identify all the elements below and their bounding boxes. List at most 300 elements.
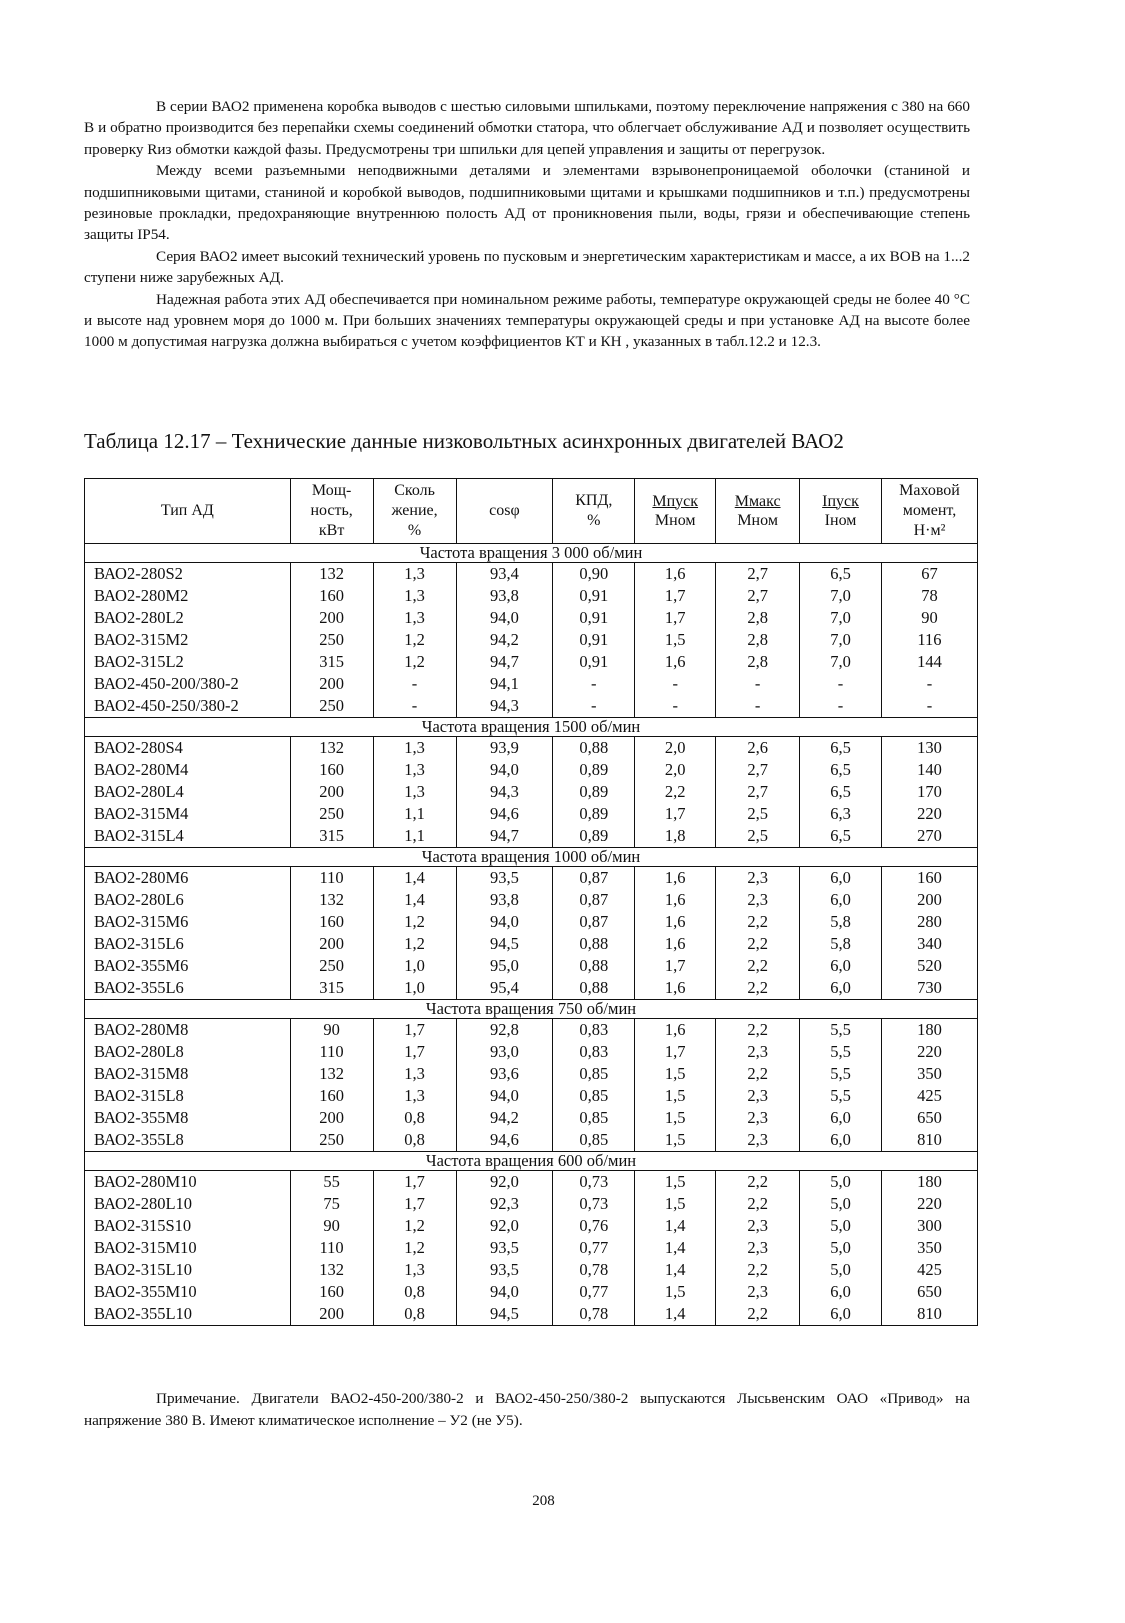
header-flywheel-moment: Маховой момент, Н·м² bbox=[882, 479, 978, 544]
data-cell: 94,7 bbox=[456, 825, 553, 848]
data-cell: 2,2 bbox=[716, 1259, 800, 1281]
data-cell: 1,5 bbox=[635, 1129, 716, 1152]
motor-type-cell: ВАО2-450-200/380-2 bbox=[85, 673, 291, 695]
table-note: Примечание. Двигатели ВАО2-450-200/380-2 и ВАО2-450-250/380-2 выпускаются Лысьвенским ОАО «Привод» на напряжение 380 В. Имеют климатическое исполнение – У2 (не У5). bbox=[84, 1390, 970, 1429]
data-cell: 250 bbox=[290, 955, 373, 977]
data-cell: 250 bbox=[290, 1129, 373, 1152]
data-cell: 0,73 bbox=[553, 1171, 635, 1194]
data-cell: 250 bbox=[290, 803, 373, 825]
data-cell: 730 bbox=[882, 977, 978, 1000]
header-type: Тип АД bbox=[85, 479, 291, 544]
data-cell: 0,91 bbox=[553, 629, 635, 651]
header-efficiency: КПД, % bbox=[553, 479, 635, 544]
data-cell: 94,0 bbox=[456, 1281, 553, 1303]
data-cell: 7,0 bbox=[800, 629, 882, 651]
data-cell: 0,77 bbox=[553, 1281, 635, 1303]
data-cell: 0,89 bbox=[553, 759, 635, 781]
data-cell: 0,88 bbox=[553, 955, 635, 977]
data-cell: 6,0 bbox=[800, 977, 882, 1000]
motor-type-cell: ВАО2-280L10 bbox=[85, 1193, 291, 1215]
data-cell: 1,3 bbox=[373, 585, 456, 607]
data-cell: 1,6 bbox=[635, 563, 716, 586]
table-row bbox=[85, 1019, 978, 1042]
motor-type-cell: ВАО2-355М8 bbox=[85, 1107, 291, 1129]
section-header-row bbox=[85, 1000, 978, 1019]
data-cell: 0,85 bbox=[553, 1085, 635, 1107]
data-cell: 5,5 bbox=[800, 1041, 882, 1063]
data-cell: 93,8 bbox=[456, 889, 553, 911]
data-cell: 1,5 bbox=[635, 1063, 716, 1085]
data-cell: 90 bbox=[290, 1215, 373, 1237]
data-cell: 6,0 bbox=[800, 867, 882, 890]
data-cell: 180 bbox=[882, 1019, 978, 1042]
section-header-row bbox=[85, 1152, 978, 1171]
motor-type-cell: ВАО2-280М10 bbox=[85, 1171, 291, 1194]
data-cell: - bbox=[373, 695, 456, 718]
data-cell: - bbox=[716, 695, 800, 718]
data-cell: - bbox=[373, 673, 456, 695]
data-cell: 94,5 bbox=[456, 1303, 553, 1326]
data-cell: 1,4 bbox=[373, 889, 456, 911]
data-cell: 1,1 bbox=[373, 825, 456, 848]
data-cell: - bbox=[553, 695, 635, 718]
table-row bbox=[85, 1129, 978, 1152]
data-cell: 1,4 bbox=[373, 867, 456, 890]
data-cell: 200 bbox=[290, 673, 373, 695]
data-cell: 6,0 bbox=[800, 1281, 882, 1303]
data-cell: 180 bbox=[882, 1171, 978, 1194]
data-cell: 94,0 bbox=[456, 1085, 553, 1107]
data-cell: 300 bbox=[882, 1215, 978, 1237]
motor-type-cell: ВАО2-315М2 bbox=[85, 629, 291, 651]
header-power: Мощ- ность, кВт bbox=[290, 479, 373, 544]
data-cell: 1,7 bbox=[635, 955, 716, 977]
data-cell: 0,8 bbox=[373, 1129, 456, 1152]
data-cell: 0,76 bbox=[553, 1215, 635, 1237]
data-cell: 1,6 bbox=[635, 911, 716, 933]
intro-paragraph-3: Серия ВАО2 имеет высокий технический уровень по пусковым и энергетическим характеристикам и массе, а их ВОВ на 1...2 ступени ниже зарубежных АД. bbox=[84, 247, 970, 287]
data-cell: 2,2 bbox=[716, 1171, 800, 1194]
motor-type-cell: ВАО2-315М8 bbox=[85, 1063, 291, 1085]
data-cell: 0,78 bbox=[553, 1259, 635, 1281]
data-cell: 5,5 bbox=[800, 1085, 882, 1107]
data-cell: 1,2 bbox=[373, 651, 456, 673]
data-cell: 5,0 bbox=[800, 1237, 882, 1259]
motor-type-cell: ВАО2-280М2 bbox=[85, 585, 291, 607]
data-cell: 6,0 bbox=[800, 1107, 882, 1129]
data-cell: 94,6 bbox=[456, 1129, 553, 1152]
header-max-torque-ratio: $\frac{\text{Ммакс}}{\text{Мном}}$ bbox=[716, 479, 800, 544]
data-cell: 110 bbox=[290, 1041, 373, 1063]
page-number: 208 bbox=[532, 1493, 555, 1509]
data-cell: 90 bbox=[882, 607, 978, 629]
data-cell: 0,88 bbox=[553, 977, 635, 1000]
data-cell: 2,2 bbox=[716, 1303, 800, 1326]
data-cell: - bbox=[800, 673, 882, 695]
table-row bbox=[85, 1171, 978, 1194]
table-row bbox=[85, 737, 978, 760]
data-cell: 0,85 bbox=[553, 1063, 635, 1085]
table-row bbox=[85, 1303, 978, 1326]
data-cell: 1,2 bbox=[373, 933, 456, 955]
motor-type-cell: ВАО2-315L8 bbox=[85, 1085, 291, 1107]
data-cell: 0,91 bbox=[553, 607, 635, 629]
data-cell: 160 bbox=[290, 1281, 373, 1303]
data-cell: 1,6 bbox=[635, 651, 716, 673]
data-cell: 1,5 bbox=[635, 1085, 716, 1107]
data-cell: 6,0 bbox=[800, 889, 882, 911]
table-row bbox=[85, 607, 978, 629]
data-cell: 1,0 bbox=[373, 955, 456, 977]
motor-type-cell: ВАО2-315М4 bbox=[85, 803, 291, 825]
data-cell: 0,89 bbox=[553, 825, 635, 848]
data-cell: 0,88 bbox=[553, 737, 635, 760]
section-title: Частота вращения 3 000 об/мин bbox=[85, 544, 978, 563]
data-cell: 1,7 bbox=[373, 1041, 456, 1063]
data-cell: 0,85 bbox=[553, 1107, 635, 1129]
data-cell: 425 bbox=[882, 1085, 978, 1107]
data-cell: 1,5 bbox=[635, 1193, 716, 1215]
data-cell: 0,87 bbox=[553, 911, 635, 933]
data-cell: 170 bbox=[882, 781, 978, 803]
motor-type-cell: ВАО2-355L6 bbox=[85, 977, 291, 1000]
data-cell: 2,3 bbox=[716, 1085, 800, 1107]
data-cell: 1,3 bbox=[373, 1259, 456, 1281]
data-cell: 0,83 bbox=[553, 1041, 635, 1063]
data-cell: 0,87 bbox=[553, 889, 635, 911]
data-cell: 7,0 bbox=[800, 651, 882, 673]
table-row bbox=[85, 825, 978, 848]
data-cell: 2,5 bbox=[716, 825, 800, 848]
motor-type-cell: ВАО2-355М10 bbox=[85, 1281, 291, 1303]
data-cell: 315 bbox=[290, 651, 373, 673]
data-cell: 94,2 bbox=[456, 629, 553, 651]
table-row bbox=[85, 889, 978, 911]
data-cell: 2,2 bbox=[716, 1019, 800, 1042]
motor-type-cell: ВАО2-280L4 bbox=[85, 781, 291, 803]
table-row bbox=[85, 1107, 978, 1129]
data-cell: 94,7 bbox=[456, 651, 553, 673]
data-cell: 2,3 bbox=[716, 867, 800, 890]
data-cell: 1,8 bbox=[635, 825, 716, 848]
data-cell: 810 bbox=[882, 1129, 978, 1152]
table-row bbox=[85, 585, 978, 607]
data-cell: - bbox=[716, 673, 800, 695]
data-cell: 92,0 bbox=[456, 1215, 553, 1237]
table-row bbox=[85, 803, 978, 825]
data-cell: 2,7 bbox=[716, 759, 800, 781]
header-start-current-ratio: $\frac{\text{Iпуск}}{\text{Iном}}$ bbox=[800, 479, 882, 544]
motor-type-cell: ВАО2-315L4 bbox=[85, 825, 291, 848]
data-cell: 0,73 bbox=[553, 1193, 635, 1215]
data-cell: 2,2 bbox=[635, 781, 716, 803]
header-start-torque-ratio: $\frac{\text{Мпуск}}{\text{Мном}}$ bbox=[635, 479, 716, 544]
data-cell: 2,8 bbox=[716, 607, 800, 629]
data-cell: 5,5 bbox=[800, 1019, 882, 1042]
data-cell: 0,83 bbox=[553, 1019, 635, 1042]
motor-type-cell: ВАО2-315L2 bbox=[85, 651, 291, 673]
table-row bbox=[85, 1085, 978, 1107]
data-cell: 92,8 bbox=[456, 1019, 553, 1042]
data-cell: 1,4 bbox=[635, 1215, 716, 1237]
data-cell: 95,0 bbox=[456, 955, 553, 977]
data-cell: 75 bbox=[290, 1193, 373, 1215]
data-cell: 140 bbox=[882, 759, 978, 781]
section-title: Частота вращения 750 об/мин bbox=[85, 1000, 978, 1019]
data-cell: 160 bbox=[290, 759, 373, 781]
data-cell: 2,3 bbox=[716, 1041, 800, 1063]
data-cell: 55 bbox=[290, 1171, 373, 1194]
table-row bbox=[85, 563, 978, 586]
data-cell: 2,5 bbox=[716, 803, 800, 825]
data-cell: 2,3 bbox=[716, 1281, 800, 1303]
data-cell: 160 bbox=[290, 585, 373, 607]
data-cell: 6,0 bbox=[800, 1129, 882, 1152]
data-cell: 350 bbox=[882, 1237, 978, 1259]
data-cell: 1,3 bbox=[373, 1063, 456, 1085]
data-cell: 6,5 bbox=[800, 563, 882, 586]
data-cell: 5,5 bbox=[800, 1063, 882, 1085]
data-cell: 0,88 bbox=[553, 933, 635, 955]
table-row bbox=[85, 1237, 978, 1259]
table-row bbox=[85, 759, 978, 781]
data-cell: 1,6 bbox=[635, 1019, 716, 1042]
data-cell: 1,3 bbox=[373, 737, 456, 760]
data-cell: - bbox=[882, 695, 978, 718]
table-row bbox=[85, 933, 978, 955]
section-title: Частота вращения 600 об/мин bbox=[85, 1152, 978, 1171]
data-cell: 0,77 bbox=[553, 1237, 635, 1259]
data-cell: 94,3 bbox=[456, 781, 553, 803]
data-cell: 160 bbox=[290, 1085, 373, 1107]
data-cell: 2,6 bbox=[716, 737, 800, 760]
section-header-row bbox=[85, 718, 978, 737]
intro-paragraph-1: В серии ВАО2 применена коробка выводов с шестью силовыми шпильками, поэтому переключение напряжения с 380 на 660 В и обратно производится без перепайки схемы соединений обмотки статора, что облегчает обслуживание АД и позволяет осуществить проверку Rиз обмотки каждой фазы. Предусмотрены три шпильки для цепей управления и защиты от перегрузок. bbox=[84, 98, 970, 158]
motor-type-cell: ВАО2-315S10 bbox=[85, 1215, 291, 1237]
data-cell: 1,0 bbox=[373, 977, 456, 1000]
data-cell: 1,4 bbox=[635, 1303, 716, 1326]
data-cell: 93,5 bbox=[456, 867, 553, 890]
data-cell: 78 bbox=[882, 585, 978, 607]
data-cell: 1,7 bbox=[635, 607, 716, 629]
data-cell: 1,3 bbox=[373, 781, 456, 803]
data-cell: 315 bbox=[290, 825, 373, 848]
data-cell: 5,0 bbox=[800, 1193, 882, 1215]
motor-type-cell: ВАО2-315М6 bbox=[85, 911, 291, 933]
data-cell: 132 bbox=[290, 563, 373, 586]
motor-type-cell: ВАО2-315М10 bbox=[85, 1237, 291, 1259]
table-row bbox=[85, 867, 978, 890]
data-cell: 2,3 bbox=[716, 1237, 800, 1259]
data-cell: 1,2 bbox=[373, 1215, 456, 1237]
data-cell: 2,2 bbox=[716, 911, 800, 933]
data-cell: 2,3 bbox=[716, 889, 800, 911]
section-header-row bbox=[85, 848, 978, 867]
data-cell: 340 bbox=[882, 933, 978, 955]
data-cell: 200 bbox=[290, 1303, 373, 1326]
data-cell: 2,7 bbox=[716, 781, 800, 803]
data-cell: 5,8 bbox=[800, 933, 882, 955]
data-cell: 220 bbox=[882, 1193, 978, 1215]
data-cell: 6,5 bbox=[800, 781, 882, 803]
data-cell: 2,2 bbox=[716, 977, 800, 1000]
data-cell: 0,8 bbox=[373, 1303, 456, 1326]
data-cell: 130 bbox=[882, 737, 978, 760]
data-cell: 1,5 bbox=[635, 1281, 716, 1303]
data-cell: 350 bbox=[882, 1063, 978, 1085]
data-cell: 1,3 bbox=[373, 607, 456, 629]
motor-type-cell: ВАО2-280М4 bbox=[85, 759, 291, 781]
data-cell: 94,5 bbox=[456, 933, 553, 955]
data-cell: 2,0 bbox=[635, 759, 716, 781]
motor-data-table bbox=[84, 478, 978, 1326]
data-cell: 94,0 bbox=[456, 759, 553, 781]
data-cell: 2,2 bbox=[716, 1063, 800, 1085]
data-cell: 0,78 bbox=[553, 1303, 635, 1326]
table-row bbox=[85, 1063, 978, 1085]
data-cell: 0,91 bbox=[553, 585, 635, 607]
intro-text bbox=[84, 96, 970, 353]
data-cell: 1,3 bbox=[373, 759, 456, 781]
data-cell: 5,8 bbox=[800, 911, 882, 933]
data-cell: 6,5 bbox=[800, 825, 882, 848]
data-cell: 2,7 bbox=[716, 585, 800, 607]
data-cell: 1,7 bbox=[635, 585, 716, 607]
data-cell: - bbox=[635, 673, 716, 695]
data-cell: 6,0 bbox=[800, 955, 882, 977]
header-cos-phi: cosφ bbox=[456, 479, 553, 544]
data-cell: 7,0 bbox=[800, 585, 882, 607]
table-header-row bbox=[85, 479, 978, 544]
data-cell: 7,0 bbox=[800, 607, 882, 629]
data-cell: 2,2 bbox=[716, 955, 800, 977]
data-cell: 2,2 bbox=[716, 1193, 800, 1215]
data-cell: - bbox=[635, 695, 716, 718]
data-cell: 1,4 bbox=[635, 1259, 716, 1281]
data-cell: 1,5 bbox=[635, 1171, 716, 1194]
data-cell: 94,2 bbox=[456, 1107, 553, 1129]
data-cell: 6,0 bbox=[800, 1303, 882, 1326]
table-row bbox=[85, 1041, 978, 1063]
motor-type-cell: ВАО2-315L10 bbox=[85, 1259, 291, 1281]
data-cell: 220 bbox=[882, 803, 978, 825]
section-title: Частота вращения 1500 об/мин bbox=[85, 718, 978, 737]
table-row bbox=[85, 673, 978, 695]
data-cell: 2,3 bbox=[716, 1215, 800, 1237]
data-cell: 6,5 bbox=[800, 759, 882, 781]
table-row bbox=[85, 781, 978, 803]
data-cell: 250 bbox=[290, 695, 373, 718]
data-cell: 94,6 bbox=[456, 803, 553, 825]
data-cell: 2,3 bbox=[716, 1107, 800, 1129]
data-cell: 520 bbox=[882, 955, 978, 977]
data-cell: 110 bbox=[290, 867, 373, 890]
data-cell: 1,3 bbox=[373, 563, 456, 586]
data-cell: 0,89 bbox=[553, 781, 635, 803]
data-cell: 425 bbox=[882, 1259, 978, 1281]
data-cell: 1,7 bbox=[373, 1171, 456, 1194]
data-cell: - bbox=[553, 673, 635, 695]
data-cell: 1,7 bbox=[635, 1041, 716, 1063]
table-row bbox=[85, 651, 978, 673]
motor-type-cell: ВАО2-355М6 bbox=[85, 955, 291, 977]
data-cell: 132 bbox=[290, 737, 373, 760]
motor-type-cell: ВАО2-280L8 bbox=[85, 1041, 291, 1063]
data-cell: 93,5 bbox=[456, 1237, 553, 1259]
data-cell: 144 bbox=[882, 651, 978, 673]
data-cell: 160 bbox=[290, 911, 373, 933]
table-row bbox=[85, 1259, 978, 1281]
data-cell: 200 bbox=[290, 933, 373, 955]
data-cell: 1,7 bbox=[373, 1193, 456, 1215]
data-cell: 2,7 bbox=[716, 563, 800, 586]
data-cell: 5,0 bbox=[800, 1171, 882, 1194]
table-row bbox=[85, 911, 978, 933]
data-cell: 2,0 bbox=[635, 737, 716, 760]
data-cell: 0,91 bbox=[553, 651, 635, 673]
data-cell: 270 bbox=[882, 825, 978, 848]
data-cell: 200 bbox=[290, 1107, 373, 1129]
data-cell: 93,5 bbox=[456, 1259, 553, 1281]
data-cell: 1,5 bbox=[635, 629, 716, 651]
data-cell: 0,8 bbox=[373, 1281, 456, 1303]
table-row bbox=[85, 977, 978, 1000]
data-cell: 110 bbox=[290, 1237, 373, 1259]
intro-paragraph-4: Надежная работа этих АД обеспечивается при номинальном режиме работы, температуре окружающей среды не более 40 °С и высоте над уровнем моря до 1000 м. При больших значениях температуры окружающей среды и при установке АД на высоте более 1000 м допустимая нагрузка должна выбираться с учетом коэффициентов КТ и КН , указанных в табл.12.2 и 12.3. bbox=[84, 290, 970, 351]
data-cell: 93,9 bbox=[456, 737, 553, 760]
data-cell: 1,2 bbox=[373, 629, 456, 651]
table-row bbox=[85, 629, 978, 651]
intro-paragraph-2: Между всеми разъемными неподвижными деталями и элементами взрывонепроницаемой оболочки (станиной и подшипниковыми щитами, станиной и коробкой выводов, подшипниковыми щитами и крышками подшипников и т.п.) предусмотрены резиновые прокладки, предохраняющие внутреннюю полость АД от проникновения пыли, воды, грязи и обеспечивающие степень защиты IP54. bbox=[84, 162, 970, 244]
data-cell: 2,3 bbox=[716, 1129, 800, 1152]
data-cell: 1,2 bbox=[373, 1237, 456, 1259]
data-cell: 0,85 bbox=[553, 1129, 635, 1152]
data-cell: 93,0 bbox=[456, 1041, 553, 1063]
data-cell: 650 bbox=[882, 1107, 978, 1129]
motor-type-cell: ВАО2-280L2 bbox=[85, 607, 291, 629]
table-row bbox=[85, 1281, 978, 1303]
table-row bbox=[85, 695, 978, 718]
data-cell: - bbox=[882, 673, 978, 695]
header-slip: Сколь жение, % bbox=[373, 479, 456, 544]
data-cell: 1,6 bbox=[635, 889, 716, 911]
data-cell: 200 bbox=[290, 781, 373, 803]
motor-type-cell: ВАО2-280М6 bbox=[85, 867, 291, 890]
table-row bbox=[85, 1215, 978, 1237]
table-row bbox=[85, 955, 978, 977]
section-title: Частота вращения 1000 об/мин bbox=[85, 848, 978, 867]
data-cell: 1,3 bbox=[373, 1085, 456, 1107]
data-cell: 94,0 bbox=[456, 911, 553, 933]
data-cell: 90 bbox=[290, 1019, 373, 1042]
data-cell: 6,5 bbox=[800, 737, 882, 760]
data-cell: 200 bbox=[882, 889, 978, 911]
data-cell: 2,8 bbox=[716, 651, 800, 673]
motor-type-cell: ВАО2-280L6 bbox=[85, 889, 291, 911]
motor-type-cell: ВАО2-280М8 bbox=[85, 1019, 291, 1042]
data-cell: 5,0 bbox=[800, 1215, 882, 1237]
motor-type-cell: ВАО2-280S4 bbox=[85, 737, 291, 760]
data-cell: 315 bbox=[290, 977, 373, 1000]
data-cell: 2,8 bbox=[716, 629, 800, 651]
motor-type-cell: ВАО2-315L6 bbox=[85, 933, 291, 955]
data-cell: 1,5 bbox=[635, 1107, 716, 1129]
data-cell: 116 bbox=[882, 629, 978, 651]
data-cell: 0,8 bbox=[373, 1107, 456, 1129]
data-cell: 810 bbox=[882, 1303, 978, 1326]
motor-type-cell: ВАО2-355L8 bbox=[85, 1129, 291, 1152]
data-cell: 220 bbox=[882, 1041, 978, 1063]
